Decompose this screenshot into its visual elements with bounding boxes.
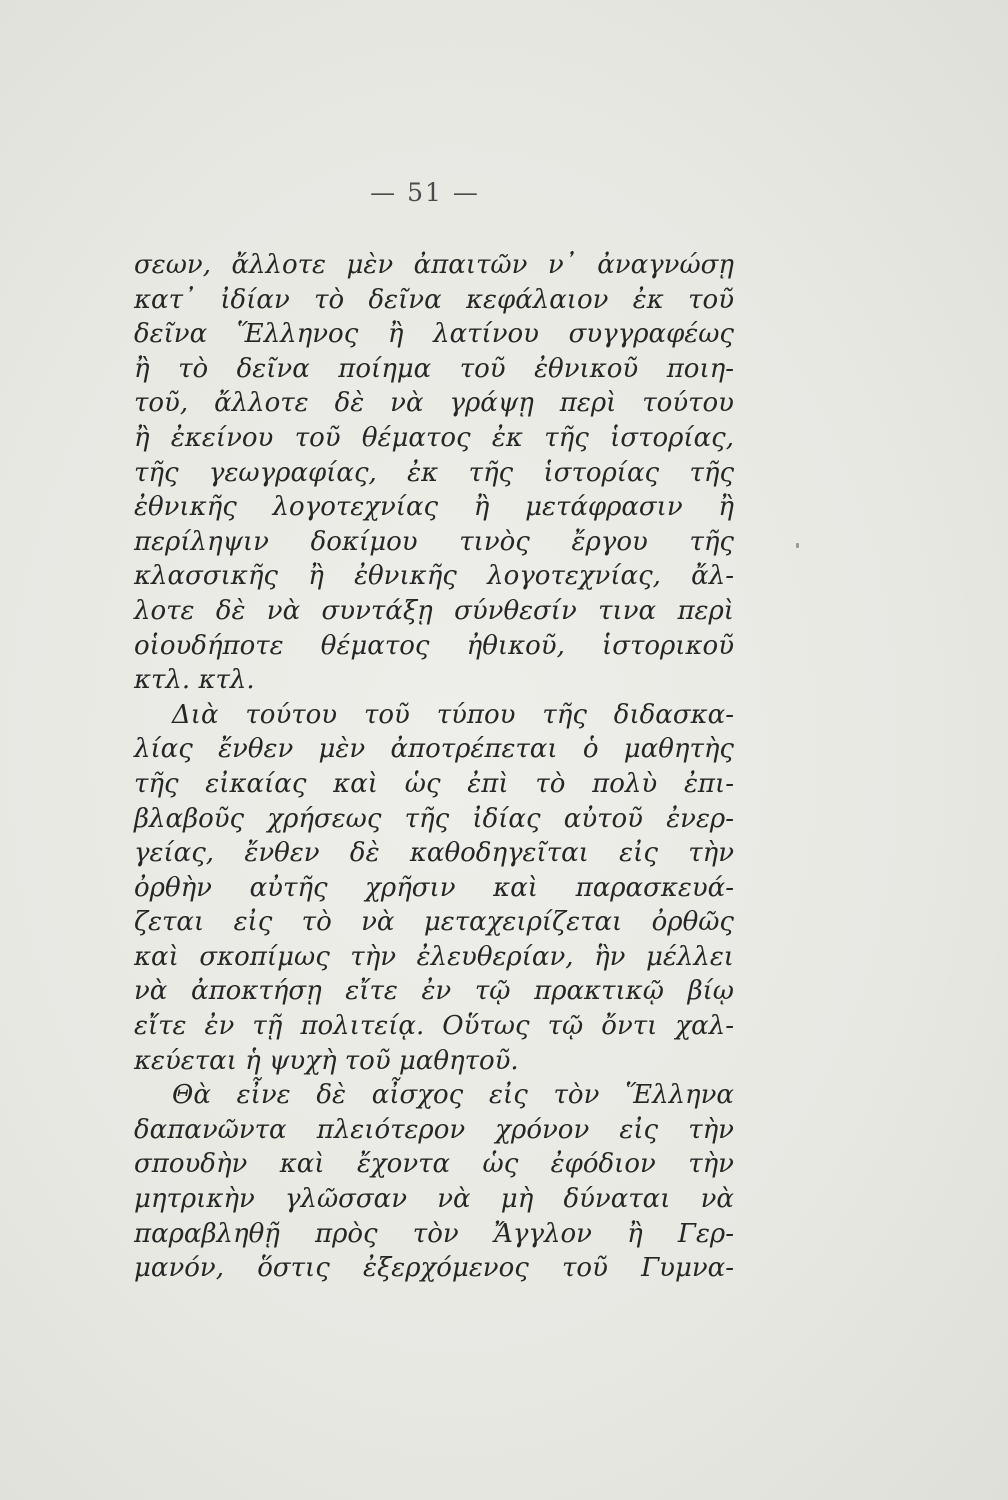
text-line: ζεται εἰς τὸ νὰ μεταχειρίζεται ὀρθῶς: [134, 907, 734, 938]
text-line: γείας, ἔνθεν δὲ καθοδηγεῖται εἰς τὴν: [134, 838, 734, 869]
text-line: Θὰ εἶνε δὲ αἶσχος εἰς τὸν Ἕλληνα: [172, 1080, 734, 1111]
text-line: νὰ ἀποκτήσῃ εἴτε ἐν τῷ πρακτικῷ βίῳ: [134, 976, 734, 1007]
text-line: ὀρθὴν αὐτῆς χρῆσιν καὶ παρασκευά-: [134, 872, 734, 903]
text-line: ἢ τὸ δεῖνα ποίημα τοῦ ἐθνικοῦ ποιη-: [134, 353, 734, 384]
text-line: σεων, ἄλλοτε μὲν ἀπαιτῶν ν᾽ ἀναγνώσῃ: [134, 250, 734, 280]
text-line: Διὰ τούτου τοῦ τύπου τῆς διδασκα-: [172, 699, 734, 730]
text-line: εἴτε ἐν τῇ πολιτείᾳ. Οὕτως τῷ ὄντι χαλ-: [134, 1011, 734, 1042]
text-line: ἢ ἐκείνου τοῦ θέματος ἐκ τῆς ἱστορίας,: [134, 422, 734, 453]
text-line: λοτε δὲ νὰ συντάξῃ σύνθεσίν τινα περὶ: [134, 595, 734, 626]
text-line: κατ᾽ ἰδίαν τὸ δεῖνα κεφάλαιον ἐκ τοῦ: [134, 284, 734, 315]
text-line: κεύεται ἡ ψυχὴ τοῦ μαθητοῦ.: [134, 1045, 519, 1076]
text-line: βλαβοῦς χρήσεως τῆς ἰδίας αὐτοῦ ἐνερ-: [134, 803, 734, 834]
text-line: τῆς εἰκαίας καὶ ὡς ἐπὶ τὸ πολὺ ἐπι-: [134, 768, 734, 799]
text-line: καὶ σκοπίμως τὴν ἐλευθερίαν, ἣν μέλλει: [134, 941, 734, 972]
text-line: κτλ. κτλ.: [134, 665, 255, 696]
text-line: μητρικὴν γλῶσσαν νὰ μὴ δύναται νὰ: [134, 1184, 734, 1215]
text-line: παραβληθῇ πρὸς τὸν Ἄγγλον ἢ Γερ-: [134, 1218, 734, 1249]
body-text: [134, 248, 734, 1286]
text-line: δαπανῶντα πλειότερον χρόνον εἰς τὴν: [134, 1114, 734, 1145]
paper-speck: [796, 543, 799, 548]
text-line: σπουδὴν καὶ ἔχοντα ὡς ἐφόδιον τὴν: [134, 1149, 734, 1180]
text-line: τοῦ, ἄλλοτε δὲ νὰ γράψῃ περὶ τούτου: [134, 388, 734, 419]
text-line: μανόν, ὅστις ἐξερχόμενος τοῦ Γυμνα-: [134, 1253, 734, 1284]
text-line: κλασσικῆς ἢ ἐθνικῆς λογοτεχνίας, ἄλ-: [134, 561, 734, 592]
text-line: περίληψιν δοκίμου τινὸς ἔργου τῆς: [134, 526, 734, 557]
text-line: λίας ἔνθεν μὲν ἀποτρέπεται ὁ μαθητὴς: [134, 734, 734, 765]
text-line: ἐθνικῆς λογοτεχνίας ἢ μετάφρασιν ἢ: [134, 492, 734, 523]
text-line: δεῖνα Ἕλληνος ἢ λατίνου συγγραφέως: [134, 319, 734, 350]
page-number: — 51 —: [370, 178, 480, 207]
text-line: τῆς γεωγραφίας, ἐκ τῆς ἱστορίας τῆς: [134, 457, 734, 488]
text-line: οἱουδήποτε θέματος ἠθικοῦ, ἱστορικοῦ: [134, 630, 734, 661]
